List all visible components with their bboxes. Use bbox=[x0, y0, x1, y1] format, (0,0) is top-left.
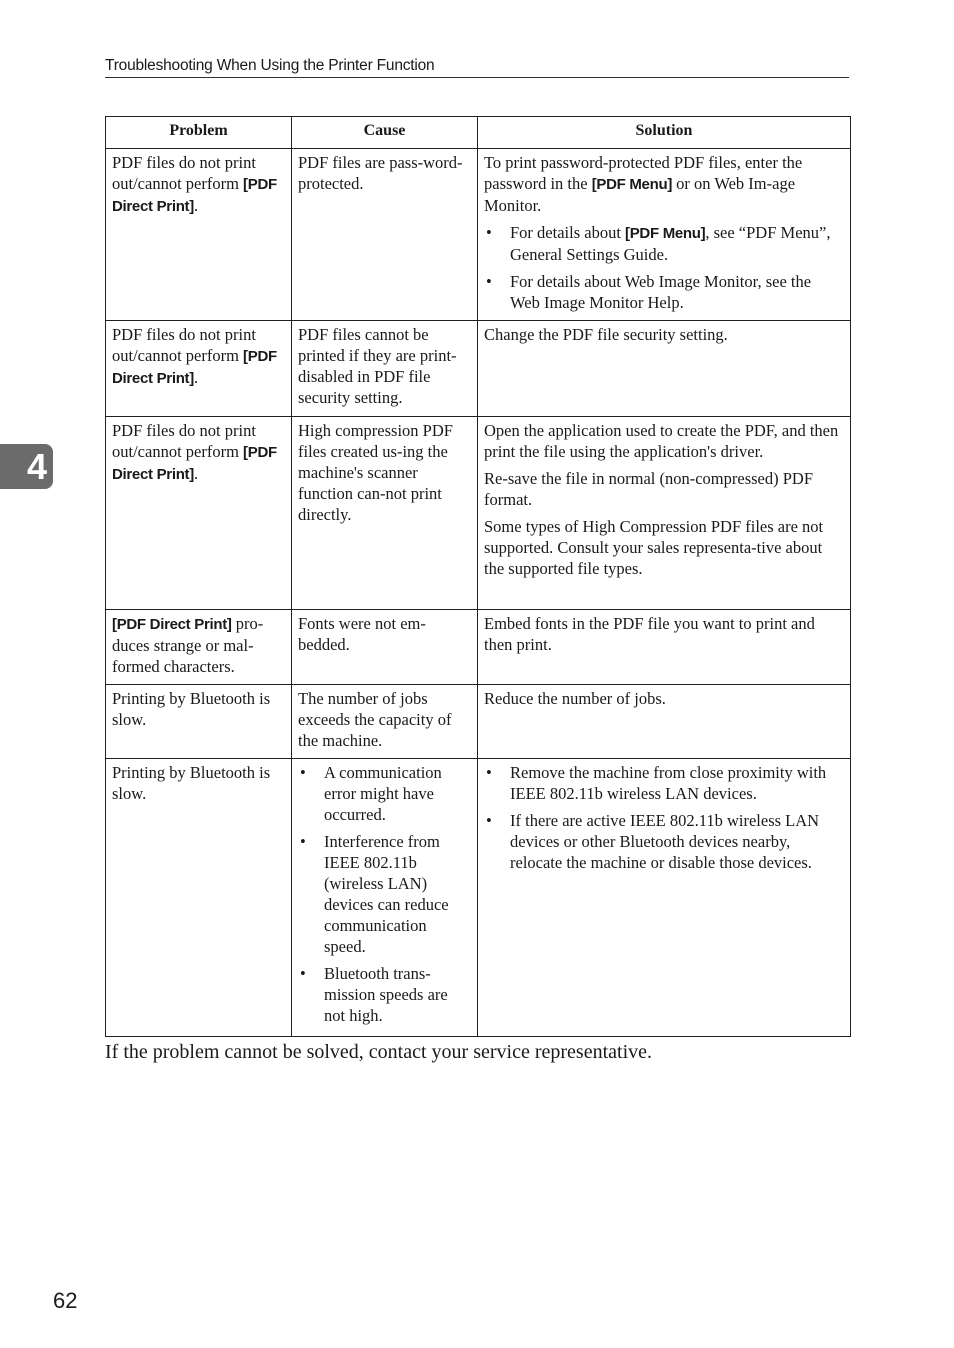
problem-cell bbox=[106, 610, 292, 685]
problem-text: PDF files do not print out/cannot perform bbox=[112, 421, 256, 461]
solution-cell bbox=[478, 321, 851, 417]
column-header-cause: Cause bbox=[292, 117, 478, 149]
table-row bbox=[106, 149, 851, 321]
solution-text: For details about bbox=[510, 223, 626, 242]
chapter-tab: 4 bbox=[0, 444, 53, 489]
problem-text: PDF files do not print out/cannot perform bbox=[112, 325, 256, 365]
problem-cell bbox=[106, 149, 292, 321]
list-item: • If there are active IEEE 802.11b wireless LAN devices or other Bluetooth devices nearby, relocate the machine or disable those devices. bbox=[484, 810, 844, 873]
page-number: 62 bbox=[53, 1288, 78, 1313]
problem-text-end: . bbox=[193, 368, 199, 387]
list-item: • Remove the machine from close proximity with IEEE 802.11b wireless LAN devices. bbox=[484, 762, 844, 804]
solution-bullet-list bbox=[484, 222, 844, 313]
problem-cell bbox=[106, 417, 292, 610]
solution-cell bbox=[478, 417, 851, 610]
cause-cell: PDF files are pass-word-protected. bbox=[292, 149, 478, 321]
cause-cell: The number of jobs exceeds the capacity of the machine. bbox=[292, 685, 478, 759]
running-header: Troubleshooting When Using the Printer Function bbox=[105, 57, 849, 78]
solution-paragraph: Embed fonts in the PDF file you want to print and then print. bbox=[484, 614, 815, 654]
solution-paragraph: Some types of High Compression PDF files are not supported. Consult your sales representa-tive about the supported file types. bbox=[484, 517, 824, 578]
solution-text: or on Web Im-age Monitor. bbox=[484, 174, 796, 215]
ui-label: [PDF Direct Print] bbox=[112, 176, 277, 215]
solution-cell bbox=[478, 685, 851, 759]
solution-cell bbox=[478, 759, 851, 1037]
list-item: • A communication error might have occurred. bbox=[298, 762, 471, 825]
cause-cell bbox=[292, 759, 478, 1037]
troubleshooting-table bbox=[105, 116, 851, 1037]
solution-cell bbox=[478, 610, 851, 685]
footer-note: If the problem cannot be solved, contact your service representative. bbox=[105, 1041, 653, 1063]
table-row bbox=[106, 417, 851, 610]
column-header-solution: Solution bbox=[478, 117, 851, 149]
table-row bbox=[106, 610, 851, 685]
solution-paragraph: Open the application used to create the PDF, and then print the file using the application's driver. bbox=[484, 421, 839, 461]
problem-text-end: . bbox=[193, 196, 199, 215]
problem-text-end: . bbox=[193, 464, 199, 483]
list-item: • Bluetooth trans-mission speeds are not high. bbox=[298, 963, 471, 1026]
problem-cell: Printing by Bluetooth is slow. bbox=[106, 759, 292, 1037]
problem-text: pro-duces strange or mal-formed characters. bbox=[112, 614, 264, 676]
cause-cell: Fonts were not em-bedded. bbox=[292, 610, 478, 685]
ui-label: [PDF Direct Print] bbox=[112, 348, 277, 387]
solution-cell bbox=[478, 149, 851, 321]
solution-paragraph: Change the PDF file security setting. bbox=[484, 325, 728, 344]
column-header-problem: Problem bbox=[106, 117, 292, 149]
problem-text: PDF files do not print out/cannot perform bbox=[112, 153, 256, 193]
table-header-row bbox=[106, 117, 851, 149]
list-item bbox=[484, 222, 844, 265]
solution-paragraph: Reduce the number of jobs. bbox=[484, 689, 666, 708]
problem-cell: Printing by Bluetooth is slow. bbox=[106, 685, 292, 759]
solution-text: , see “PDF Menu”, General Settings Guide. bbox=[510, 223, 831, 264]
list-item: • For details about Web Image Monitor, see the Web Image Monitor Help. bbox=[484, 271, 844, 313]
problem-cell bbox=[106, 321, 292, 417]
table-row bbox=[106, 685, 851, 759]
solution-bullet-list bbox=[484, 762, 844, 873]
table-row bbox=[106, 321, 851, 417]
cause-bullet-list bbox=[298, 762, 471, 1026]
ui-label: [PDF Menu] bbox=[625, 225, 706, 242]
table-row bbox=[106, 759, 851, 1037]
list-item: • Interference from IEEE 802.11b (wireless LAN) devices can reduce communication speed. bbox=[298, 831, 471, 957]
cause-cell: PDF files cannot be printed if they are print-disabled in PDF file security setting. bbox=[292, 321, 478, 417]
ui-label: [PDF Direct Print] bbox=[112, 616, 232, 633]
solution-paragraph: Re-save the file in normal (non-compressed) PDF format. bbox=[484, 469, 814, 509]
solution-text: To print password-protected PDF files, enter the password in the bbox=[484, 153, 803, 193]
solution-paragraph bbox=[484, 152, 844, 216]
cause-cell: High compression PDF files created us-ing the machine's scanner function can-not print directly. bbox=[292, 417, 478, 610]
ui-label: [PDF Menu] bbox=[591, 176, 673, 193]
ui-label: [PDF Direct Print] bbox=[112, 444, 277, 483]
